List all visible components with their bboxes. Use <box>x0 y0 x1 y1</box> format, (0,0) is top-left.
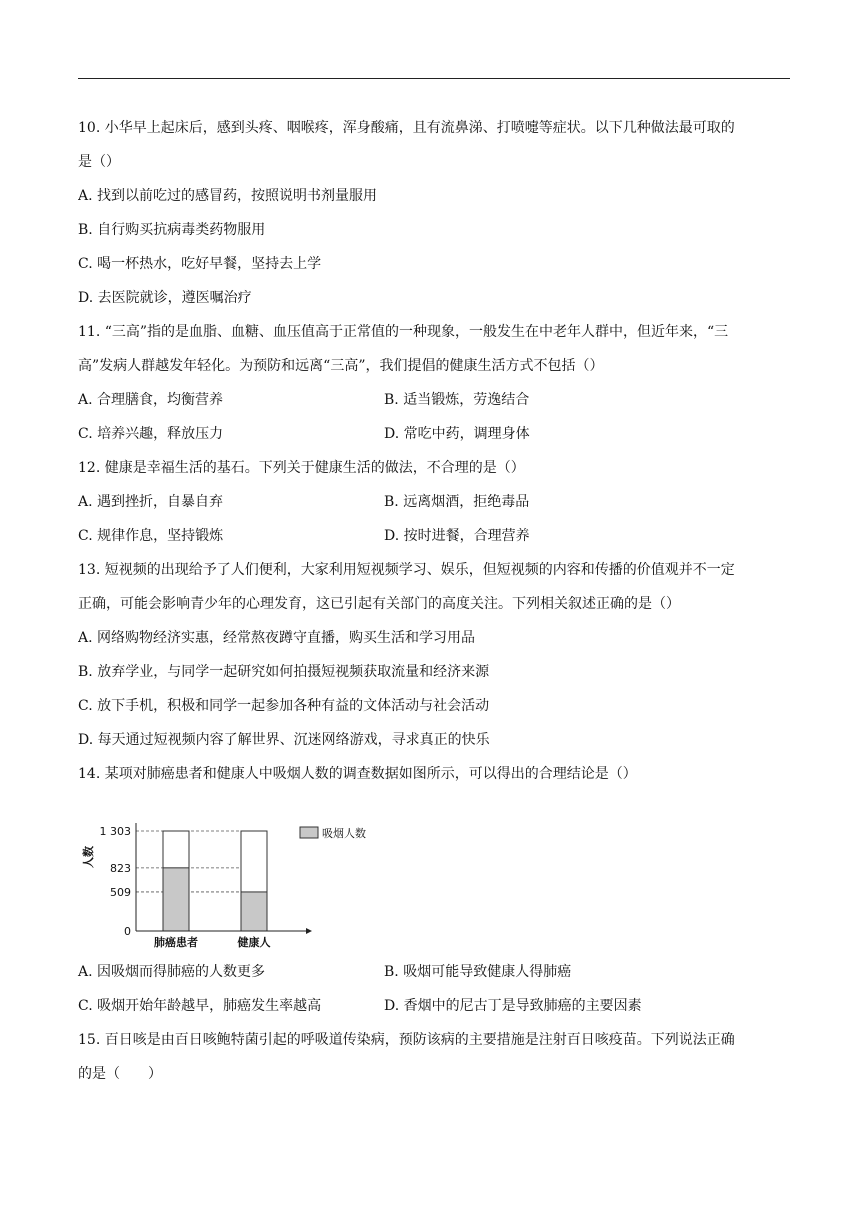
question-12-options-row2 <box>78 519 790 553</box>
question-14-option-d: D. 香烟中的尼古丁是导致肺癌的主要因素 <box>384 998 642 1014</box>
category-label-0: 肺癌患者 <box>154 936 198 949</box>
question-15 <box>78 1023 790 1091</box>
question-11-option-b: B. 适当锻炼，劳逸结合 <box>384 392 530 408</box>
question-14 <box>78 757 790 1023</box>
question-12-option-c: C. 规律作息，坚持锻炼 <box>78 528 224 544</box>
question-13-stem-line1: 13. 短视频的出现给予了人们便利，大家利用短视频学习、娱乐，但短视频的内容和传播的价值观并不一定 <box>78 562 735 578</box>
question-14-options-row1 <box>78 955 790 989</box>
category-label-1: 健康人 <box>237 936 271 949</box>
question-10-option-c: C. 喝一杯热水，吃好早餐，坚持去上学 <box>78 256 322 272</box>
question-12-option-b: B. 远离烟酒，拒绝毒品 <box>384 494 530 510</box>
question-content <box>78 111 790 1091</box>
question-12 <box>78 451 790 553</box>
question-11-option-c: C. 培养兴趣，释放压力 <box>78 426 224 442</box>
question-15-stem-line2: 的是（ ） <box>78 1066 162 1082</box>
question-10 <box>78 111 790 315</box>
question-11-stem-line2: 高”发病人群越发年轻化。为预防和远离“三高”，我们提倡的健康生活方式不包括（） <box>78 358 604 374</box>
question-11-stem-line1: 11. “三高”指的是血脂、血糖、血压值高于正常值的一种现象，一般发生在中老年人群中，但近年来，“三 <box>78 324 729 340</box>
question-11 <box>78 315 790 451</box>
question-14-stem-line1: 14. 某项对肺癌患者和健康人中吸烟人数的调查数据如图所示，可以得出的合理结论是（） <box>78 766 637 782</box>
smoking-survey-chart <box>78 801 790 951</box>
question-11-options-row1 <box>78 383 790 417</box>
header-rule <box>78 78 790 79</box>
question-12-option-d: D. 按时进餐，合理营养 <box>384 528 530 544</box>
bar-chart-svg <box>78 801 408 951</box>
question-13-option-d: D. 每天通过短视频内容了解世界、沉迷网络游戏，寻求真正的快乐 <box>78 732 490 748</box>
question-13 <box>78 553 790 757</box>
y-tick-label-3: 1 303 <box>99 825 131 838</box>
y-tick-label-2: 823 <box>110 861 131 875</box>
question-10-option-b: B. 自行购买抗病毒类药物服用 <box>78 222 266 238</box>
question-12-stem-line1: 12. 健康是幸福生活的基石。下列关于健康生活的做法，不合理的是（） <box>78 460 525 476</box>
question-12-options-row1 <box>78 485 790 519</box>
smokers-bar-1 <box>241 892 267 931</box>
question-11-options-row2 <box>78 417 790 451</box>
question-11-option-a: A. 合理膳食，均衡营养 <box>78 392 224 408</box>
question-13-option-c: C. 放下手机，积极和同学一起参加各种有益的文体活动与社会活动 <box>78 698 490 714</box>
y-tick-label-0: 0 <box>124 925 131 938</box>
smokers-bar-0 <box>163 868 189 931</box>
question-12-option-a: A. 遇到挫折，自暴自弃 <box>78 494 224 510</box>
question-14-option-b: B. 吸烟可能导致健康人得肺癌 <box>384 964 572 980</box>
question-15-stem-line1: 15. 百日咳是由百日咳鲍特菌引起的呼吸道传染病，预防该病的主要措施是注射百日咳疫苗。下列说法正确 <box>78 1032 735 1048</box>
y-tick-label-1: 509 <box>110 885 131 899</box>
question-10-option-d: D. 去医院就诊，遵医嘱治疗 <box>78 290 252 306</box>
question-13-option-b: B. 放弃学业，与同学一起研究如何拍摄短视频获取流量和经济来源 <box>78 664 490 680</box>
question-13-stem-line2: 正确，可能会影响青少年的心理发育，这已引起有关部门的高度关注。下列相关叙述正确的是（） <box>78 596 680 612</box>
question-10-stem-line2: 是（） <box>78 154 120 170</box>
question-14-options-row2 <box>78 989 790 1023</box>
legend-label: 吸烟人数 <box>322 827 366 840</box>
question-13-option-a: A. 网络购物经济实惠，经常熬夜蹲守直播，购买生活和学习用品 <box>78 630 476 646</box>
question-10-option-a: A. 找到以前吃过的感冒药，按照说明书剂量服用 <box>78 188 378 204</box>
question-14-option-c: C. 吸烟开始年龄越早，肺癌发生率越高 <box>78 998 322 1014</box>
question-14-option-a: A. 因吸烟而得肺癌的人数更多 <box>78 964 266 980</box>
question-11-option-d: D. 常吃中药，调理身体 <box>384 426 530 442</box>
legend-swatch <box>300 827 318 838</box>
y-axis-label: 人数 <box>82 846 95 868</box>
x-axis-arrow <box>306 928 312 934</box>
question-10-stem-line1: 10. 小华早上起床后，感到头疼、咽喉疼，浑身酸痛，且有流鼻涕、打喷嚏等症状。以下几种做法最可取的 <box>78 120 735 136</box>
